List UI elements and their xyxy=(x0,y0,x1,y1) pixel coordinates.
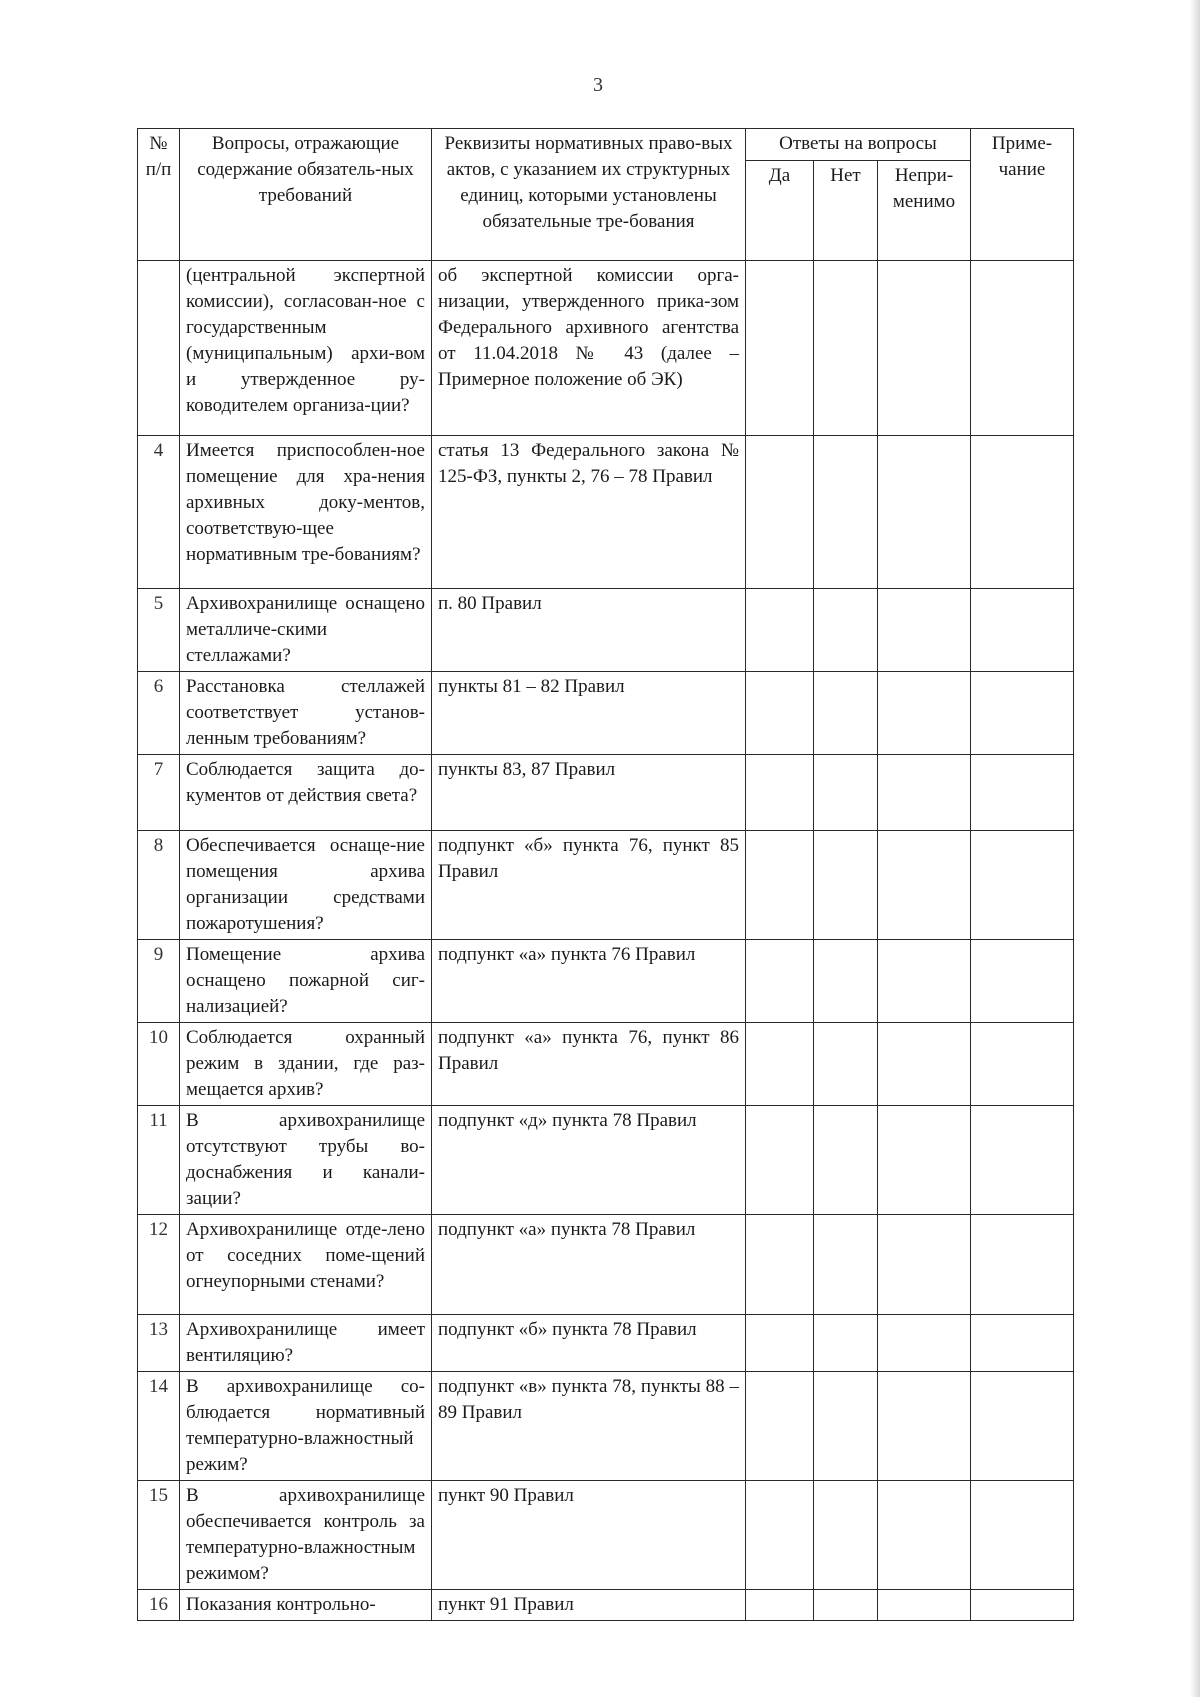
row-reference: пункты 83, 87 Правил xyxy=(432,755,746,831)
answer-yes-cell xyxy=(746,940,814,1023)
table-row xyxy=(138,1215,1074,1315)
answer-no-cell xyxy=(814,940,878,1023)
note-cell xyxy=(971,1590,1074,1621)
row-question: Обеспечивается оснаще-ние помещения архива организации средствами пожаротушения? xyxy=(180,831,432,940)
answer-yes-cell xyxy=(746,831,814,940)
row-reference: пункты 81 – 82 Правил xyxy=(432,672,746,755)
row-number: 15 xyxy=(138,1481,180,1590)
answer-no-cell xyxy=(814,755,878,831)
answer-yes-cell xyxy=(746,1481,814,1590)
answer-na-cell xyxy=(878,755,971,831)
answer-yes-cell xyxy=(746,261,814,436)
answer-no-cell xyxy=(814,589,878,672)
checklist-table xyxy=(137,128,1074,1621)
header-note: Приме-чание xyxy=(971,129,1074,261)
page-number: 3 xyxy=(593,74,603,96)
row-reference: п. 80 Правил xyxy=(432,589,746,672)
table-row xyxy=(138,1106,1074,1215)
row-question: Имеется приспособлен-ное помещение для хра-нения архивных доку-ментов, соответствую-щее нормативным тре-бованиям? xyxy=(180,436,432,589)
table-row xyxy=(138,589,1074,672)
answer-yes-cell xyxy=(746,1215,814,1315)
answer-na-cell xyxy=(878,940,971,1023)
table-row xyxy=(138,755,1074,831)
header-yes: Да xyxy=(746,161,814,261)
header-reference: Реквизиты нормативных право-вых актов, с указанием их структурных единиц, которыми установлены обязательные тре-бования xyxy=(432,129,746,261)
table-row xyxy=(138,1315,1074,1372)
note-cell xyxy=(971,436,1074,589)
row-number xyxy=(138,261,180,436)
answer-no-cell xyxy=(814,672,878,755)
answer-na-cell xyxy=(878,261,971,436)
answer-no-cell xyxy=(814,1590,878,1621)
answer-no-cell xyxy=(814,1372,878,1481)
row-reference: подпункт «а» пункта 76, пункт 86 Правил xyxy=(432,1023,746,1106)
table-header xyxy=(138,129,1074,261)
row-question: Показания контрольно- xyxy=(180,1590,432,1621)
note-cell xyxy=(971,1106,1074,1215)
row-question: В архивохранилище со-блюдается нормативный температурно-влажностный режим? xyxy=(180,1372,432,1481)
row-number: 7 xyxy=(138,755,180,831)
answer-no-cell xyxy=(814,831,878,940)
answer-na-cell xyxy=(878,1590,971,1621)
answer-yes-cell xyxy=(746,1372,814,1481)
table-row xyxy=(138,1590,1074,1621)
answer-no-cell xyxy=(814,1215,878,1315)
table-row xyxy=(138,831,1074,940)
row-reference: подпункт «а» пункта 76 Правил xyxy=(432,940,746,1023)
row-number: 10 xyxy=(138,1023,180,1106)
header-question: Вопросы, отражающие содержание обязатель-ных требований xyxy=(180,129,432,261)
answer-no-cell xyxy=(814,1315,878,1372)
note-cell xyxy=(971,755,1074,831)
row-reference: подпункт «б» пункта 76, пункт 85 Правил xyxy=(432,831,746,940)
note-cell xyxy=(971,1215,1074,1315)
row-number: 16 xyxy=(138,1590,180,1621)
note-cell xyxy=(971,672,1074,755)
answer-na-cell xyxy=(878,1106,971,1215)
answer-yes-cell xyxy=(746,589,814,672)
row-question: Помещение архива оснащено пожарной сиг-нализацией? xyxy=(180,940,432,1023)
row-question: В архивохранилище отсутствуют трубы во-доснабжения и канали-зации? xyxy=(180,1106,432,1215)
answer-yes-cell xyxy=(746,1590,814,1621)
table-row xyxy=(138,261,1074,436)
row-reference: пункт 91 Правил xyxy=(432,1590,746,1621)
answer-no-cell xyxy=(814,1481,878,1590)
answer-yes-cell xyxy=(746,436,814,589)
answer-yes-cell xyxy=(746,1023,814,1106)
answer-na-cell xyxy=(878,589,971,672)
row-reference: подпункт «б» пункта 78 Правил xyxy=(432,1315,746,1372)
answer-no-cell xyxy=(814,1106,878,1215)
row-question: Соблюдается охранный режим в здании, где раз-мещается архив? xyxy=(180,1023,432,1106)
row-question: Соблюдается защита до-кументов от действия света? xyxy=(180,755,432,831)
answer-yes-cell xyxy=(746,755,814,831)
row-number: 12 xyxy=(138,1215,180,1315)
row-question: (центральной экспертной комиссии), согласован-ное с государственным (муниципальным) архи-вом и утвержденное ру-ководителем организа-ции? xyxy=(180,261,432,436)
page-edge-shadow xyxy=(1190,0,1200,1697)
table-row xyxy=(138,1023,1074,1106)
row-number: 13 xyxy=(138,1315,180,1372)
row-number: 9 xyxy=(138,940,180,1023)
answer-na-cell xyxy=(878,672,971,755)
row-reference: об экспертной комиссии орга-низации, утвержденного прика-зом Федерального архивного агентства от 11.04.2018 № 43 (далее – Примерное положение об ЭК) xyxy=(432,261,746,436)
table-row xyxy=(138,436,1074,589)
row-number: 6 xyxy=(138,672,180,755)
note-cell xyxy=(971,261,1074,436)
row-question: Расстановка стеллажей соответствует установ-ленным требованиям? xyxy=(180,672,432,755)
note-cell xyxy=(971,1023,1074,1106)
answer-na-cell xyxy=(878,1481,971,1590)
header-num: № п/п xyxy=(138,129,180,261)
answer-na-cell xyxy=(878,1315,971,1372)
row-number: 14 xyxy=(138,1372,180,1481)
note-cell xyxy=(971,1372,1074,1481)
answer-na-cell xyxy=(878,1023,971,1106)
row-reference: подпункт «а» пункта 78 Правил xyxy=(432,1215,746,1315)
header-na: Непри-менимо xyxy=(878,161,971,261)
table-body xyxy=(138,261,1074,1621)
note-cell xyxy=(971,1315,1074,1372)
row-question: Архивохранилище отде-лено от соседних поме-щений огнеупорными стенами? xyxy=(180,1215,432,1315)
row-reference: подпункт «д» пункта 78 Правил xyxy=(432,1106,746,1215)
answer-na-cell xyxy=(878,436,971,589)
row-reference: статья 13 Федерального закона № 125-ФЗ, пункты 2, 76 – 78 Правил xyxy=(432,436,746,589)
row-question: Архивохранилище имеет вентиляцию? xyxy=(180,1315,432,1372)
answer-na-cell xyxy=(878,1372,971,1481)
row-reference: подпункт «в» пункта 78, пункты 88 – 89 Правил xyxy=(432,1372,746,1481)
answer-na-cell xyxy=(878,1215,971,1315)
answer-yes-cell xyxy=(746,1315,814,1372)
answer-no-cell xyxy=(814,1023,878,1106)
row-question: В архивохранилище обеспечивается контроль за температурно-влажностным режимом? xyxy=(180,1481,432,1590)
header-answers: Ответы на вопросы xyxy=(746,129,971,161)
row-number: 5 xyxy=(138,589,180,672)
note-cell xyxy=(971,589,1074,672)
table-row xyxy=(138,1372,1074,1481)
note-cell xyxy=(971,940,1074,1023)
row-question: Архивохранилище оснащено металличе-скими стеллажами? xyxy=(180,589,432,672)
answer-yes-cell xyxy=(746,672,814,755)
row-number: 4 xyxy=(138,436,180,589)
table-row xyxy=(138,940,1074,1023)
answer-no-cell xyxy=(814,261,878,436)
note-cell xyxy=(971,831,1074,940)
answer-no-cell xyxy=(814,436,878,589)
answer-na-cell xyxy=(878,831,971,940)
answer-yes-cell xyxy=(746,1106,814,1215)
table-row xyxy=(138,1481,1074,1590)
note-cell xyxy=(971,1481,1074,1590)
row-reference: пункт 90 Правил xyxy=(432,1481,746,1590)
row-number: 11 xyxy=(138,1106,180,1215)
table-row xyxy=(138,672,1074,755)
header-no: Нет xyxy=(814,161,878,261)
row-number: 8 xyxy=(138,831,180,940)
